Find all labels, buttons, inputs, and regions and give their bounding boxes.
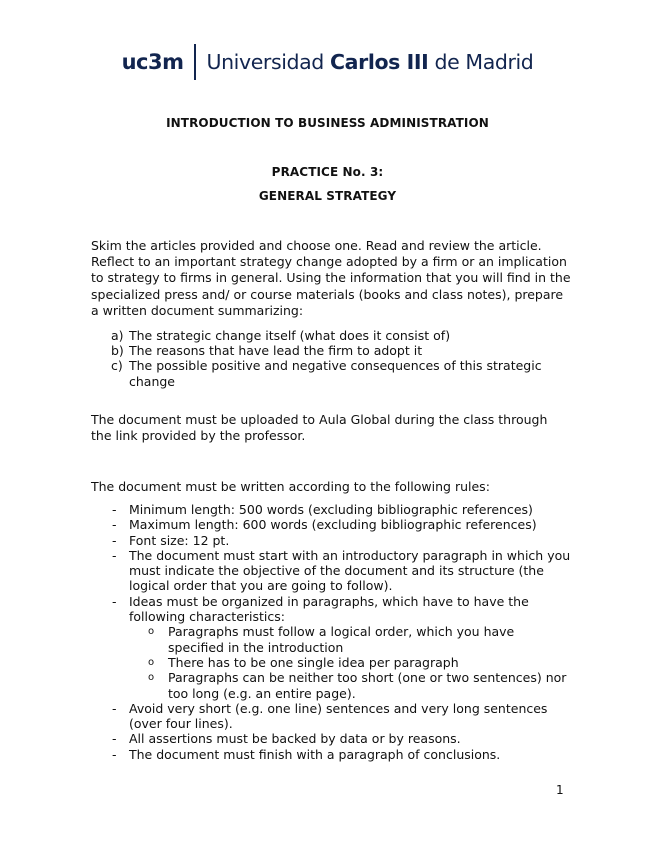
circle-bullet: o (148, 626, 155, 638)
list-item-text: The strategic change itself (what does it consist of) (129, 328, 451, 343)
dash-bullet: - (112, 532, 117, 548)
rule-item (91, 731, 571, 746)
logo-name-bold: Carlos III (330, 50, 429, 74)
summary-list (91, 328, 571, 389)
sub-item-text: There has to be one single idea per paragraph (168, 654, 459, 670)
rule-text: Ideas must be organized in paragraphs, which have to have the following characteristics: (129, 593, 529, 625)
list-item-text: The possible positive and negative consequences of this strategic change (129, 358, 542, 389)
logo-mark: uc3m (121, 50, 184, 74)
circle-bullet: o (148, 656, 155, 668)
list-item (91, 328, 571, 343)
sub-item-text: Paragraphs can be neither too short (one or two sentences) nor too long (e.g. an entire page). (168, 670, 567, 701)
rule-item (91, 533, 571, 548)
rule-item (91, 517, 571, 532)
rule-text: Maximum length: 600 words (excluding bibliographic references) (129, 517, 537, 533)
rules-intro: The document must be written according to the following rules: (91, 479, 490, 494)
rule-text: Avoid very short (e.g. one line) sentences and very long sentences (over four lines). (129, 700, 548, 732)
dash-bullet: - (112, 731, 117, 747)
rule-item (91, 502, 571, 517)
rule-item (91, 594, 571, 701)
sub-item (129, 670, 571, 701)
list-item (91, 358, 571, 388)
logo-name-part-1: Universidad (206, 50, 331, 74)
practice-number: PRACTICE No. 3: (271, 165, 384, 179)
course-title: INTRODUCTION TO BUSINESS ADMINISTRATION (166, 116, 489, 130)
dash-bullet: - (112, 746, 117, 762)
circle-bullet: o (148, 672, 155, 684)
rule-item (91, 747, 571, 762)
sub-item (129, 624, 571, 655)
dash-bullet: - (112, 700, 117, 716)
rule-text: The document must start with an introductory paragraph in which you must indicate the objective of the document and its structure (the logical order that you are going to follow). (129, 547, 571, 594)
dash-bullet: - (112, 547, 117, 563)
logo-divider (194, 44, 196, 80)
page-number: 1 (556, 783, 564, 797)
rule-item (91, 548, 571, 594)
intro-paragraph: Skim the articles provided and choose one. Read and review the article. Reflect to an important strategy change adopted by a firm or an implication to strategy to firms in general. Using the information that you will find in the specialized press and/ or course materials (books and class notes), prepare a written document summarizing: (91, 238, 571, 318)
rule-text: Font size: 12 pt. (129, 532, 230, 548)
sub-item (129, 655, 571, 670)
rules-list (91, 502, 571, 762)
dash-bullet: - (112, 502, 117, 517)
list-item (91, 343, 571, 358)
logo-university-name (206, 50, 533, 74)
upload-paragraph: The document must be uploaded to Aula Global during the class through the link provided by the professor. (91, 412, 548, 444)
list-item-text: The reasons that have lead the firm to adopt it (129, 343, 423, 359)
list-marker: c) (111, 358, 123, 374)
rule-text: All assertions must be backed by data or by reasons. (129, 731, 461, 747)
list-marker: b) (111, 343, 124, 359)
dash-bullet: - (112, 517, 117, 533)
university-logo (0, 42, 655, 82)
dash-bullet: - (112, 593, 117, 609)
rule-text: Minimum length: 500 words (excluding bibliographic references) (129, 502, 533, 517)
list-marker: a) (111, 328, 124, 343)
rule-item (91, 701, 571, 732)
rule-text: The document must finish with a paragraph of conclusions. (129, 746, 501, 762)
logo-name-part-2: de Madrid (428, 50, 534, 74)
sub-item-text: Paragraphs must follow a logical order, which you have specified in the introduction (168, 624, 515, 655)
practice-topic: GENERAL STRATEGY (258, 189, 397, 203)
